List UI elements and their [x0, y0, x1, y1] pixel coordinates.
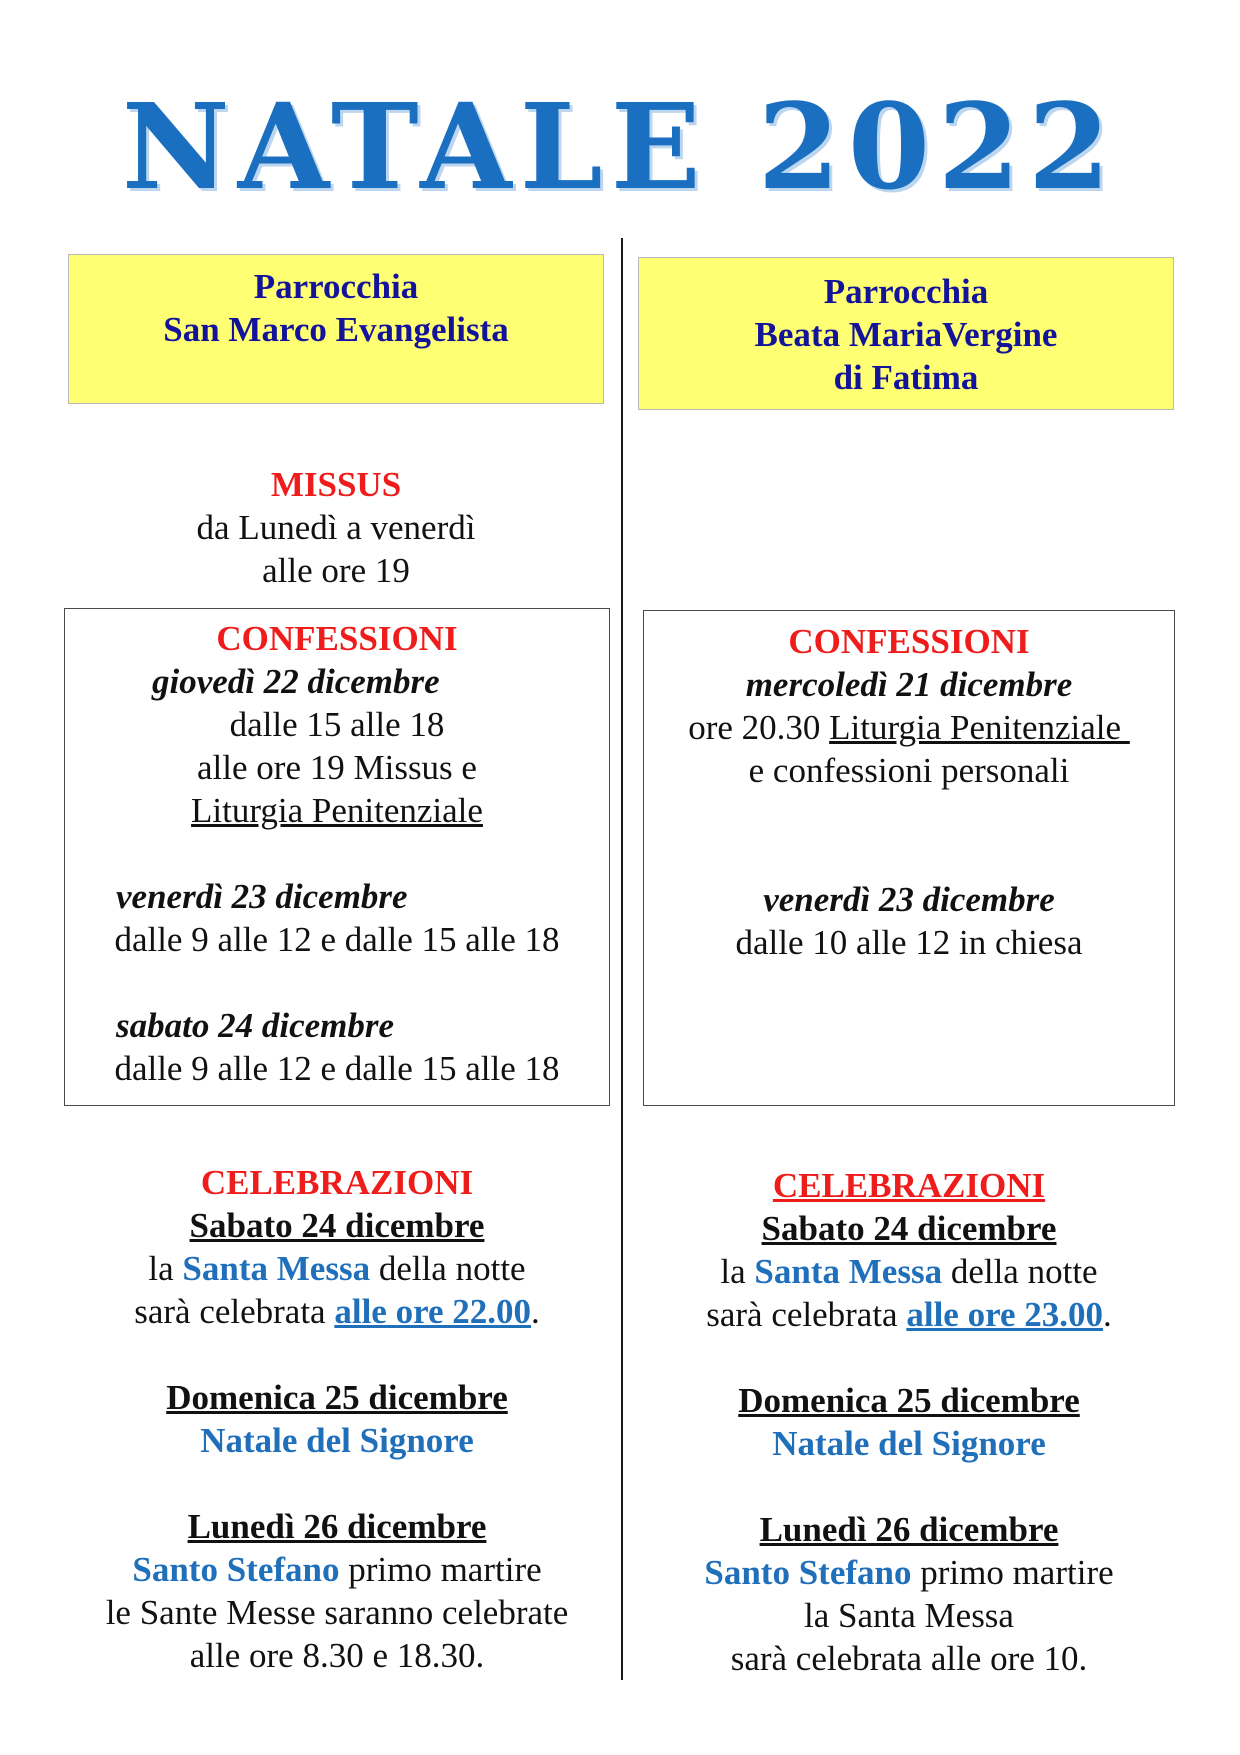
celebration-date-mon: Lunedì 26 dicembre [759, 1510, 1059, 1549]
celebration-sat-line2: sarà celebrata alle ore 23.00. [706, 1295, 1112, 1334]
confessioni-day-2: venerdì 23 dicembre [116, 877, 408, 916]
parish-header-fatima [638, 257, 1174, 410]
celebration-date-sat: Sabato 24 dicembre [189, 1206, 485, 1245]
celebration-date-sat: Sabato 24 dicembre [761, 1209, 1057, 1248]
liturgia-penitenziale-link: Liturgia Penitenziale [829, 708, 1130, 747]
parish-name-line2: di Fatima [833, 358, 979, 397]
santa-messa-label: Santa Messa [182, 1249, 371, 1288]
parish-name: Beata MariaVergine [754, 315, 1058, 354]
celebration-date-mon: Lunedì 26 dicembre [187, 1507, 487, 1546]
page-title: NATALE 2022 [121, 77, 1119, 216]
confessioni-day-1-personal: e confessioni personali [748, 751, 1070, 790]
confessioni-day-3: sabato 24 dicembre [116, 1006, 395, 1045]
confessioni-day-1: giovedì 22 dicembre [152, 662, 440, 701]
confessioni-day-3-time: dalle 9 alle 12 e dalle 15 alle 18 [114, 1049, 560, 1088]
celebrazioni-section-right [643, 1164, 1175, 1680]
confessioni-day-1-time: dalle 15 alle 18 [229, 705, 445, 744]
celebration-sat-line1: la Santa Messa della notte [148, 1249, 526, 1288]
missus-heading: MISSUS [270, 465, 402, 504]
column-divider [621, 238, 623, 1680]
celebration-sun-name: Natale del Signore [200, 1421, 474, 1460]
missus-days: da Lunedì a venerdì [196, 508, 476, 547]
confessioni-day-1: mercoledì 21 dicembre [745, 665, 1073, 704]
confessioni-section-right [643, 620, 1175, 964]
celebrazioni-heading: CELEBRAZIONI [772, 1166, 1046, 1205]
confessioni-day-1-missus: alle ore 19 Missus e [197, 748, 477, 787]
santa-messa-label: Santa Messa [754, 1252, 943, 1291]
confessioni-heading: CONFESSIONI [788, 622, 1030, 661]
confessioni-section-left [64, 617, 610, 1090]
celebration-sat-time: alle ore 23.00 [906, 1295, 1104, 1334]
celebration-mon-line1: Santo Stefano primo martire [132, 1550, 542, 1589]
santo-stefano-label: Santo Stefano [704, 1553, 912, 1592]
celebration-mon-line3: sarà celebrata alle ore 10. [730, 1639, 1088, 1678]
celebration-date-sun: Domenica 25 dicembre [166, 1378, 508, 1417]
confessioni-day-2: venerdì 23 dicembre [763, 880, 1055, 919]
parish-label: Parrocchia [823, 272, 989, 311]
parish-header-san-marco [68, 254, 604, 404]
celebration-mon-line3: alle ore 8.30 e 18.30. [189, 1636, 485, 1675]
celebration-sat-line1: la Santa Messa della notte [720, 1252, 1098, 1291]
celebration-mon-line1: Santo Stefano primo martire [704, 1553, 1114, 1592]
confessioni-day-1-time: ore 20.30 Liturgia Penitenziale [688, 708, 1130, 747]
parish-label: Parrocchia [253, 267, 419, 306]
liturgia-penitenziale-link: Liturgia Penitenziale [191, 791, 483, 830]
celebration-mon-line2: la Santa Messa [804, 1596, 1014, 1635]
celebration-sat-line2: sarà celebrata alle ore 22.00. [134, 1292, 540, 1331]
confessioni-day-2-time: dalle 9 alle 12 e dalle 15 alle 18 [114, 920, 560, 959]
confessioni-day-2-time: dalle 10 alle 12 in chiesa [735, 923, 1083, 962]
missus-time: alle ore 19 [262, 551, 410, 590]
santo-stefano-label: Santo Stefano [132, 1550, 340, 1589]
celebration-sun-name: Natale del Signore [772, 1424, 1046, 1463]
celebrazioni-section-left [64, 1161, 610, 1677]
parish-name: San Marco Evangelista [163, 310, 509, 349]
celebration-date-sun: Domenica 25 dicembre [738, 1381, 1080, 1420]
confessioni-heading: CONFESSIONI [216, 619, 458, 658]
celebration-sat-time: alle ore 22.00 [334, 1292, 532, 1331]
celebrazioni-heading: CELEBRAZIONI [200, 1163, 474, 1202]
missus-section-left [68, 463, 604, 592]
celebration-mon-line2: le Sante Messe saranno celebrate [105, 1593, 569, 1632]
